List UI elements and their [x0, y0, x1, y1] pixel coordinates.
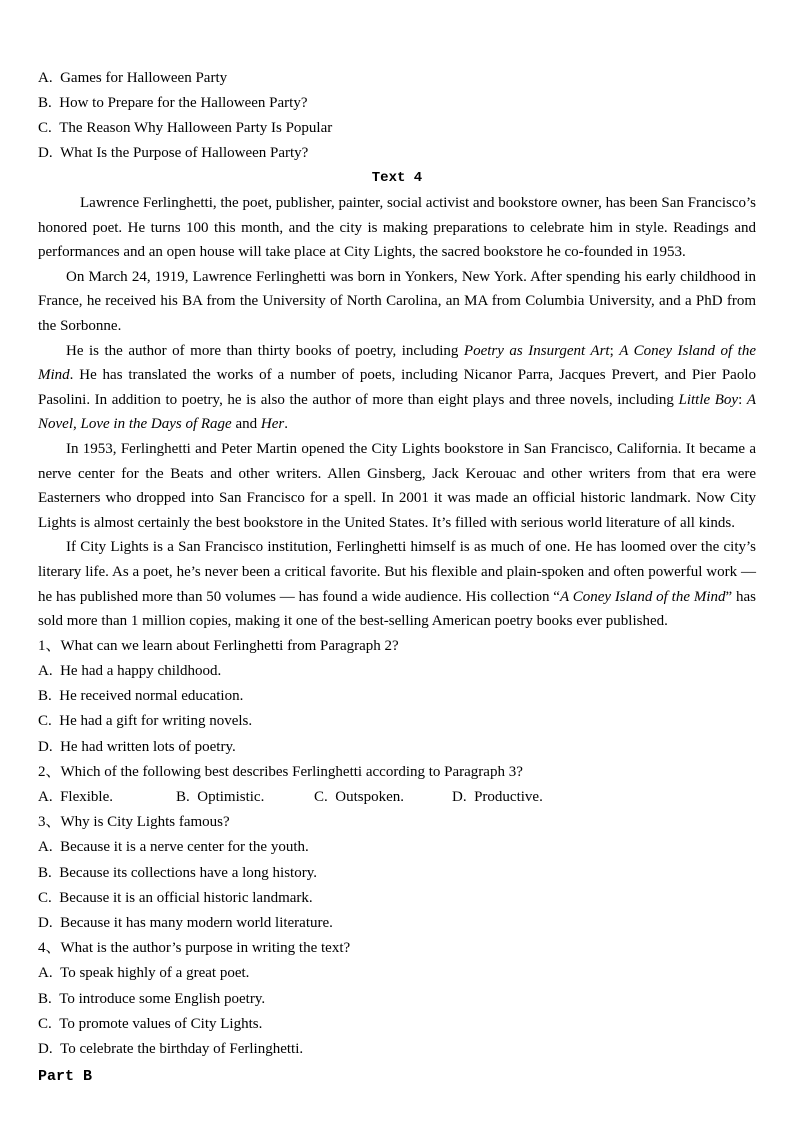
paragraph: He is the author of more than thirty books of poetry, including Poetry as Insurgent Art; A Coney Island of the Mind. He has translated the works of a number of poets, including Nicanor Parra, Jacques Prevert, and Pier Paolo Pasolini. In addition to poetry, he is also the author of more than eight plays and three novels, including Little Boy: A Novel, Love in the Days of Rage and Her.	[38, 342, 756, 433]
option-line: C. He had a gift for writing novels.	[38, 713, 253, 730]
passage-title: Text 4	[371, 170, 423, 186]
option-line: B. To introduce some English poetry.	[38, 990, 266, 1007]
option-line: D. He had written lots of poetry.	[38, 738, 236, 755]
option-inline: C. Outspoken.	[314, 788, 404, 805]
option-line: A. He had a happy childhood.	[38, 662, 222, 679]
option-line: C. Because it is an official historic landmark.	[38, 889, 313, 906]
question-stem: 3、Why is City Lights famous?	[38, 814, 230, 831]
previous-question-options	[38, 66, 756, 166]
question-stem: 2、Which of the following best describes Ferlinghetti according to Paragraph 3?	[38, 763, 523, 780]
option-line: C. The Reason Why Halloween Party Is Popular	[38, 120, 333, 136]
option-line: D. What Is the Purpose of Halloween Party?	[38, 145, 309, 161]
paragraph: In 1953, Ferlinghetti and Peter Martin opened the City Lights bookstore in San Francisco, California. It became a nerve center for the Beats and other writers. Allen Ginsberg, Jack Kerouac and other writers from that era were Easterners who dropped into San Francisco for a spell. In 2001 it was made an official historic landmark. Now City Lights is almost certainly the best bookstore in the United States. It’s filled with serious world literature of all kinds.	[38, 440, 756, 531]
option-inline: B. Optimistic.	[176, 788, 265, 805]
paragraph: Lawrence Ferlinghetti, the poet, publisher, painter, social activist and bookstore owner, has been San Francisco’s honored poet. He turns 100 this month, and the city is making preparations to celebrate him in style. Readings and performances and an open house will take place at City Lights, the sacred bookstore he co-founded in 1953.	[38, 195, 756, 261]
option-line: B. He received normal education.	[38, 688, 244, 705]
option-line: B. Because its collections have a long history.	[38, 864, 317, 881]
option-inline: A. Flexible.	[38, 788, 113, 805]
question-stem: 4、What is the author’s purpose in writing the text?	[38, 940, 351, 957]
option-line: C. To promote values of City Lights.	[38, 1015, 263, 1032]
question-stem: 1、What can we learn about Ferlinghetti from Paragraph 2?	[38, 637, 399, 654]
option-line: D. To celebrate the birthday of Ferlinghetti.	[38, 1040, 304, 1057]
option-line: A. Games for Halloween Party	[38, 70, 228, 86]
inline-options-row	[38, 785, 756, 810]
option-line: B. How to Prepare for the Halloween Party?	[38, 95, 308, 111]
paragraph: On March 24, 1919, Lawrence Ferlinghetti was born in Yonkers, New York. After spending his early childhood in France, he received his BA from the University of North Carolina, an MA from Columbia University, and a PhD from the Sorbonne.	[38, 268, 756, 334]
option-line: A. Because it is a nerve center for the youth.	[38, 839, 309, 856]
part-b-heading: Part B	[38, 1068, 93, 1086]
paragraph: If City Lights is a San Francisco institution, Ferlinghetti himself is as much of one. He has loomed over the city’s literary life. As a poet, he’s never been a critical favorite. But his flexible and plain-spoken and often powerful work — he has published more than 50 volumes — has found a wide audience. His collection “A Coney Island of the Mind” has sold more than 1 million copies, making it one of the best-selling American poetry books ever published.	[38, 539, 757, 630]
passage	[38, 191, 756, 634]
option-line: A. To speak highly of a great poet.	[38, 965, 250, 982]
option-inline: D. Productive.	[452, 788, 543, 805]
option-line: D. Because it has many modern world literature.	[38, 914, 333, 931]
questions-section	[38, 634, 756, 1062]
